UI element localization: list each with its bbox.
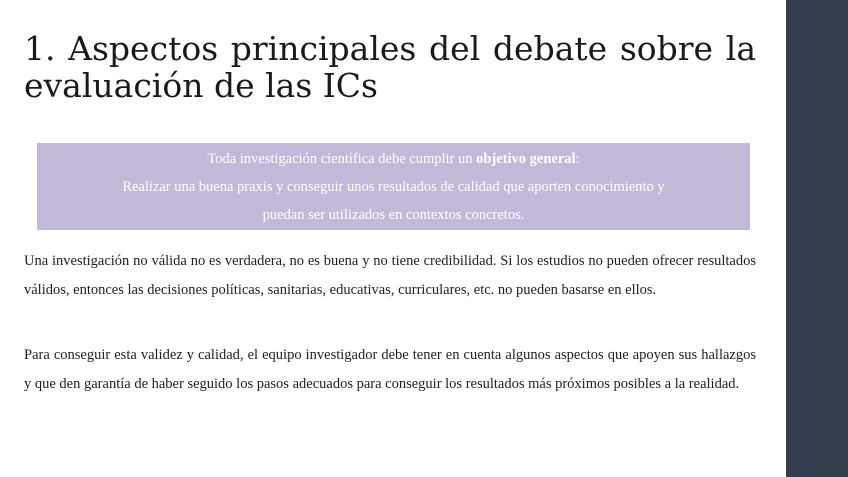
side-decorative-bar [786, 0, 848, 477]
callout-line-2: Realizar una buena praxis y conseguir unos resultados de calidad que aporten conocimiento y [122, 179, 665, 195]
callout-line-1 [37, 145, 750, 173]
body-paragraph-quality: Para conseguir esta validez y calidad, el equipo investigador debe tener en cuenta algunos aspectos que apoyen sus hallazgos y que den garantía de haber seguido los pasos adecuados para conseguir los resultados más próximos posibles a la realidad. [24, 347, 756, 392]
body-paragraph-validity: Una investigación no válida no es verdadera, no es buena y no tiene credibilidad. Si los estudios no pueden ofrecer resultados válidos, entonces las decisiones políticas, sanitarias, educativas, curriculares, etc. no pueden basarse en ellos. [24, 253, 756, 298]
callout-bold-term: objetivo general [476, 151, 576, 167]
slide-title: 1. Aspectos principales del debate sobre la evaluación de las ICs [24, 29, 756, 105]
callout-line-1-prefix: Toda investigación científica debe cumplir un [207, 151, 477, 167]
callout-line-1-suffix: : [575, 151, 580, 167]
callout-line-3: puedan ser utilizados en contextos concretos. [262, 207, 525, 223]
objective-callout-box [37, 143, 750, 230]
